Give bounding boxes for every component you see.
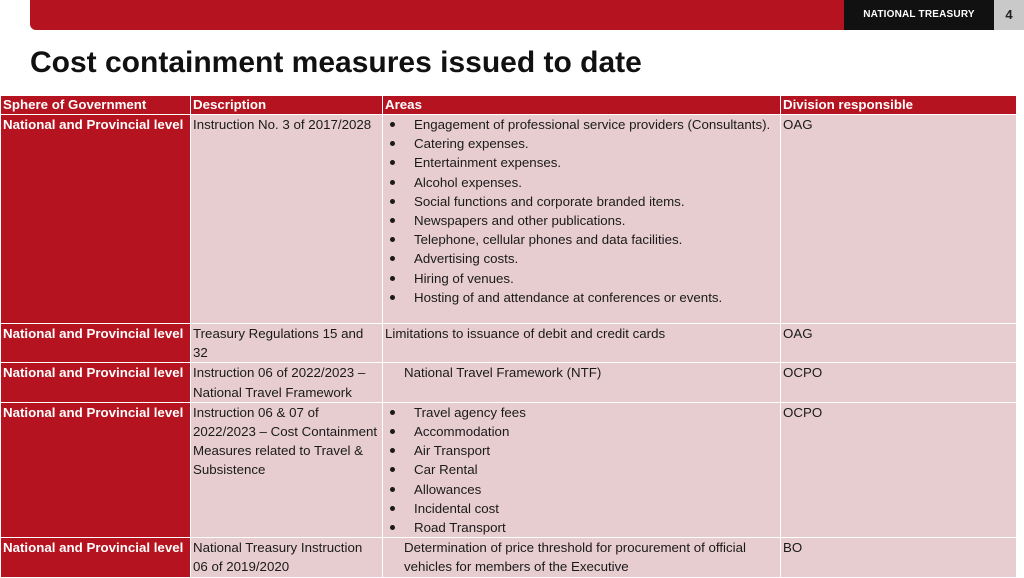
table-row — [1, 538, 1017, 577]
list-item: Engagement of professional service providers (Consultants). — [385, 115, 778, 134]
header-bar — [30, 0, 1013, 30]
sphere-cell: National and Provincial level — [1, 363, 191, 402]
list-item: Telephone, cellular phones and data facilities. — [385, 230, 778, 249]
header-areas: Areas — [383, 96, 781, 115]
page-title: Cost containment measures issued to date — [30, 46, 642, 79]
table-row — [1, 402, 1017, 537]
table-row — [1, 324, 1017, 363]
list-item: Social functions and corporate branded items. — [385, 192, 778, 211]
areas-text: National Travel Framework (NTF) — [404, 365, 602, 381]
brand-label: NATIONAL TREASURY — [844, 0, 994, 30]
description-cell: Instruction 06 & 07 of 2022/2023 – Cost Containment Measures related to Travel & Subsistence — [191, 402, 383, 537]
list-item: Accommodation — [385, 422, 778, 441]
areas-cell — [383, 363, 781, 402]
areas-cell — [383, 115, 781, 324]
list-item: Entertainment expenses. — [385, 153, 778, 172]
list-item: Catering expenses. — [385, 134, 778, 153]
list-item: Car Rental — [385, 460, 778, 479]
list-item: Travel agency fees — [385, 403, 778, 422]
list-item: Alcohol expenses. — [385, 173, 778, 192]
description-cell: Instruction No. 3 of 2017/2028 — [191, 115, 383, 324]
division-cell: OAG — [781, 115, 1017, 324]
division-cell: BO — [781, 538, 1017, 577]
areas-cell — [383, 402, 781, 537]
division-cell: OCPO — [781, 363, 1017, 402]
sphere-cell: National and Provincial level — [1, 402, 191, 537]
header-description: Description — [191, 96, 383, 115]
list-item: Allowances — [385, 480, 778, 499]
division-cell: OAG — [781, 324, 1017, 363]
list-item: Hiring of venues. — [385, 269, 778, 288]
list-item: Road Transport — [385, 518, 778, 537]
areas-cell — [383, 538, 781, 577]
sphere-cell: National and Provincial level — [1, 115, 191, 324]
header-sphere: Sphere of Government — [1, 96, 191, 115]
sphere-cell: National and Provincial level — [1, 538, 191, 577]
list-item: Newspapers and other publications. — [385, 211, 778, 230]
areas-cell: Limitations to issuance of debit and credit cards — [383, 324, 781, 363]
list-item: Hosting of and attendance at conferences or events. — [385, 288, 778, 307]
page-number: 4 — [994, 0, 1024, 30]
areas-text: Determination of price threshold for procurement of official vehicles for members of the Executive — [404, 540, 746, 575]
header-division: Division responsible — [781, 96, 1017, 115]
table-row — [1, 115, 1017, 324]
table-header-row — [1, 96, 1017, 115]
table-row — [1, 363, 1017, 402]
description-cell: National Treasury Instruction 06 of 2019/2020 — [191, 538, 383, 577]
measures-table — [0, 95, 1017, 578]
description-cell: Treasury Regulations 15 and 32 — [191, 324, 383, 363]
list-item: Advertising costs. — [385, 249, 778, 268]
sphere-cell: National and Provincial level — [1, 324, 191, 363]
description-cell: Instruction 06 of 2022/2023 – National Travel Framework — [191, 363, 383, 402]
list-item: Incidental cost — [385, 499, 778, 518]
list-item: Air Transport — [385, 441, 778, 460]
division-cell: OCPO — [781, 402, 1017, 537]
